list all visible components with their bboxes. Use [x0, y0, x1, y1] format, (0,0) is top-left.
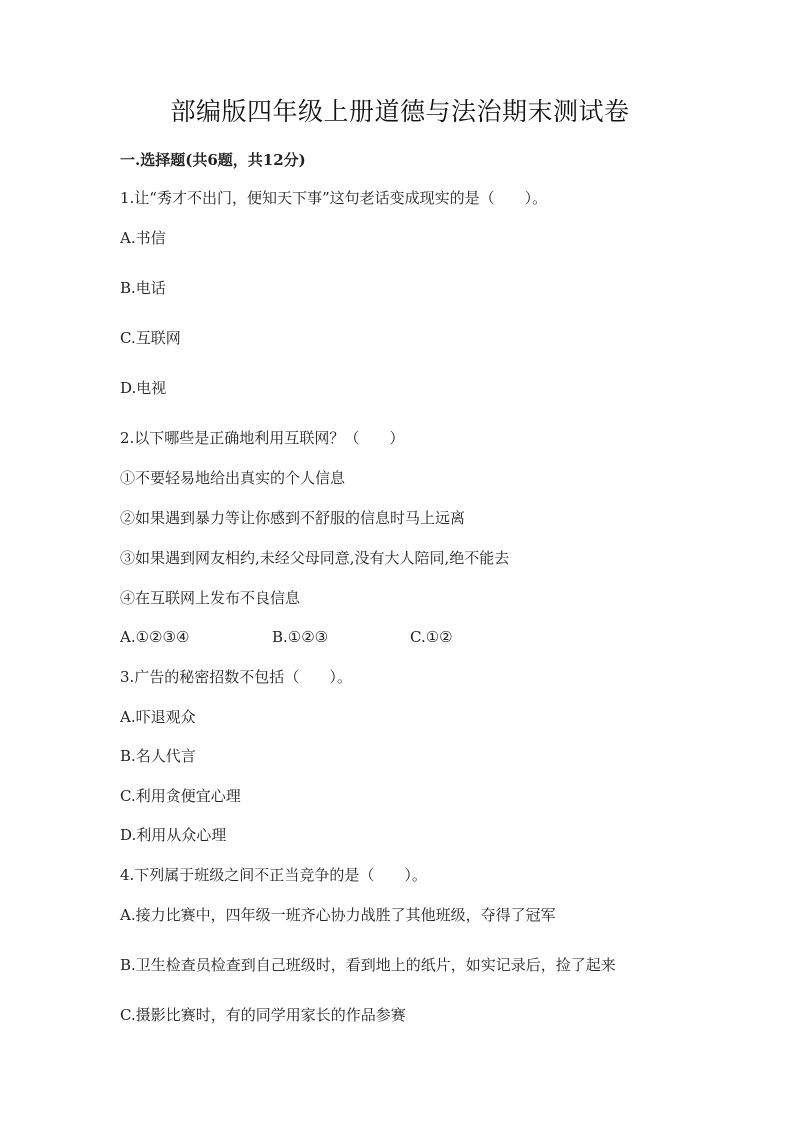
option-a: A.吓退观众 [120, 708, 196, 726]
question-stem: 2.以下哪些是正确地利用互联网？（ ） [120, 429, 405, 447]
option-c: C.互联网 [120, 329, 181, 347]
statement-3: ③如果遇到网友相约,未经父母同意,没有大人陪同,绝不能去 [120, 549, 510, 567]
option-d: D.电视 [120, 379, 167, 397]
question-stem: 1.让“秀才不出门，便知天下事”这句老话变成现实的是（ ）。 [120, 189, 548, 207]
question-stem: 3.广告的秘密招数不包括（ ）。 [120, 668, 352, 686]
option-b: B.卫生检查员检查到自己班级时，看到地上的纸片，如实记录后，捡了起来 [120, 956, 616, 974]
option-b: B.名人代言 [120, 747, 196, 765]
option-a: A.①②③④ [120, 628, 190, 646]
section-heading: 一.选择题(共6题，共12分) [120, 151, 306, 169]
option-b: B.①②③ [272, 628, 329, 646]
statement-4: ④在互联网上发布不良信息 [120, 589, 301, 607]
option-c: C.①② [410, 628, 453, 646]
page-title: 部编版四年级上册道德与法治期末测试卷 [170, 97, 630, 126]
option-b: B.电话 [120, 279, 166, 297]
option-a: A.书信 [120, 229, 166, 247]
statement-2: ②如果遇到暴力等让你感到不舒服的信息时马上远离 [120, 509, 466, 527]
option-a: A.接力比赛中，四年级一班齐心协力战胜了其他班级，夺得了冠军 [120, 906, 556, 924]
option-c: C.利用贪便宜心理 [120, 787, 241, 805]
option-c: C.摄影比赛时，有的同学用家长的作品参赛 [120, 1006, 406, 1024]
option-d: D.利用从众心理 [120, 826, 227, 844]
statement-1: ①不要轻易地给出真实的个人信息 [120, 469, 346, 487]
question-stem: 4.下列属于班级之间不正当竞争的是（ ）。 [120, 866, 427, 884]
